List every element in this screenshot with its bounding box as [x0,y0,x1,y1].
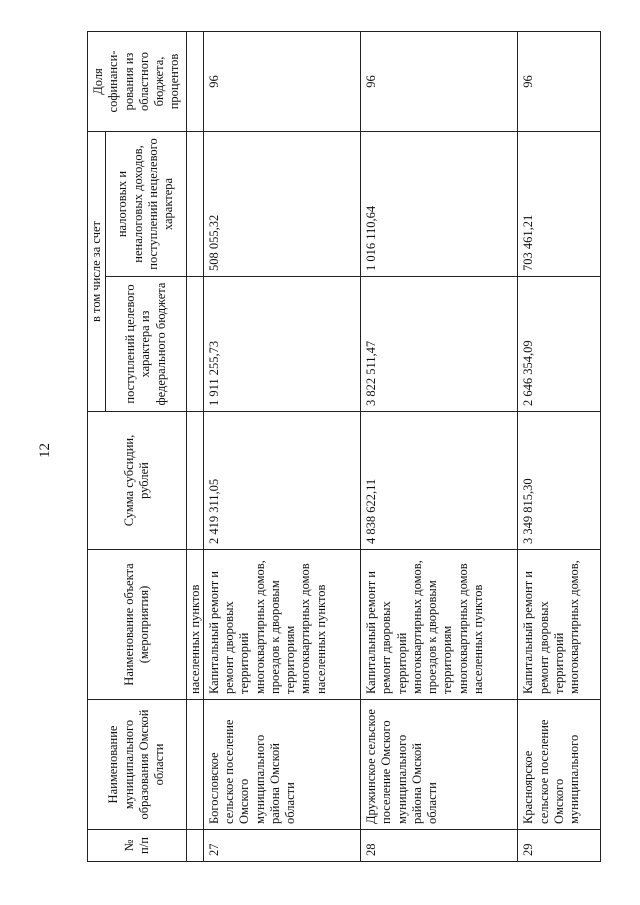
table-row [203,31,360,861]
page-number: 12 [37,443,53,458]
row-sum: 2 419 311,05 [203,412,360,550]
row-number: 28 [361,830,518,862]
continuation-cell [186,277,203,412]
header-federal: поступлений целевого характера из федерального бюджета [106,277,186,412]
row-sum: 3 349 815,30 [518,412,601,550]
continuation-row [186,31,203,861]
row-federal: 2 646 354,09 [518,277,601,412]
continuation-cell [186,700,203,830]
row-object: Капитальный ремонт и ремонт дворовых территорий многоквартирных домов, проездов к дворовым территориям многоквартирных домов населенных пунктов [361,550,518,700]
row-share: 96 [518,31,601,131]
row-municipality: Богословское сельское поселение Омского муниципального района Омской области [203,700,360,830]
row-number: 27 [203,830,360,862]
header-tax: налоговых и неналоговых доходов, поступлений нецелевого характера [106,131,186,276]
header-row [88,31,106,861]
row-object: Капитальный ремонт и ремонт дворовых территорий многоквартирных домов, проездов к дворовым территориям многоквартирных домов населенных пунктов [203,550,360,700]
row-share: 96 [361,31,518,131]
header-municipality: Наименование муниципального образования Омской области [88,700,187,830]
row-federal: 3 822 511,47 [361,277,518,412]
row-object: Капитальный ремонт и ремонт дворовых территорий многоквартирных домов, [518,550,601,700]
row-tax: 1 016 110,64 [361,131,518,276]
row-federal: 1 911 255,73 [203,277,360,412]
row-share: 96 [203,31,360,131]
header-object: Наименование объекта (мероприятия) [88,550,187,700]
continuation-text: населенных пунктов [186,550,203,700]
subsidy-table-container [87,32,589,862]
continuation-cell [186,31,203,131]
continuation-cell [186,830,203,862]
row-tax: 703 461,21 [518,131,601,276]
header-num: № п/п [88,830,187,862]
header-including: в том числе за счет [88,131,106,411]
row-tax: 508 055,32 [203,131,360,276]
row-sum: 4 838 622,11 [361,412,518,550]
header-share: Доля софинанси-рования из областного бюджета, процентов [88,31,187,131]
header-sum: Сумма субсидии, рублей [88,412,187,550]
table-row [518,31,601,861]
table-row [361,31,518,861]
continuation-cell [186,412,203,550]
subsidy-table [87,31,601,862]
row-municipality: Красноярское сельское поселение Омского муниципального [518,700,601,830]
row-number: 29 [518,830,601,862]
row-municipality: Дружинское сельское поселение Омского муниципального района Омской области [361,700,518,830]
continuation-cell [186,131,203,276]
